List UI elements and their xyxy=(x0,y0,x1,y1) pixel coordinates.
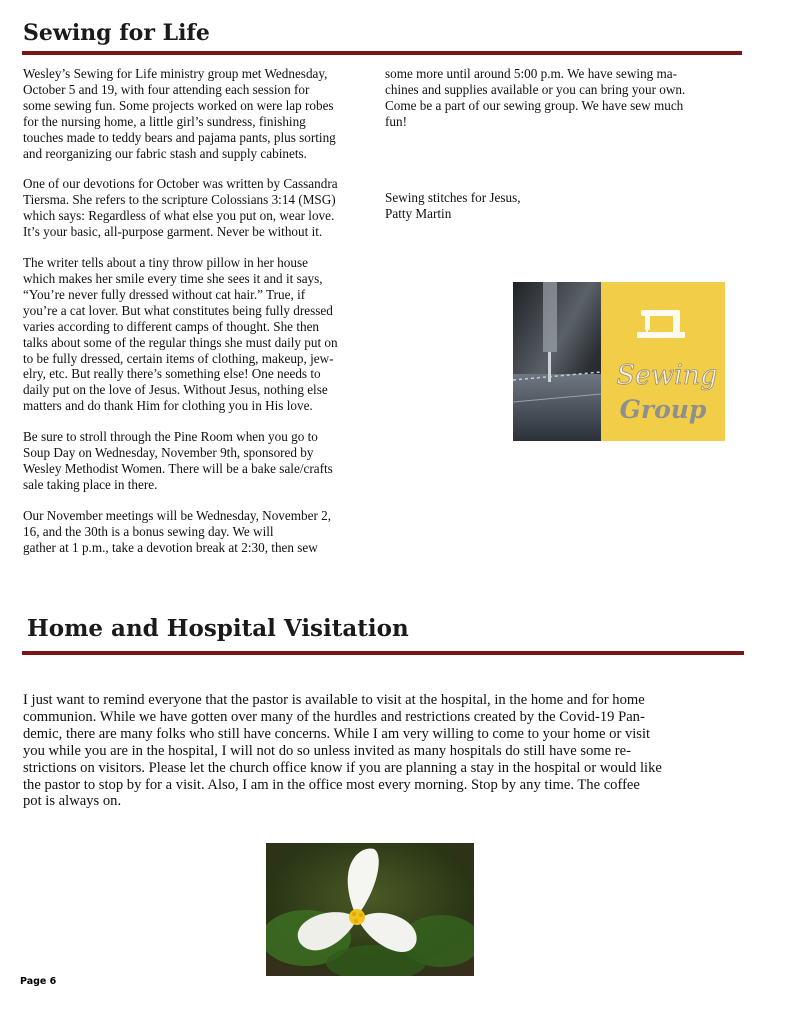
sewing-group-image xyxy=(513,282,725,441)
text-line: which says: Regardless of what else you put on, wear love. xyxy=(23,208,335,224)
sewing-article-left-column xyxy=(23,66,383,570)
text-line: Soup Day on Wednesday, November 9th, sponsored by xyxy=(23,445,314,461)
text-line: demic, there are many folks who still have concerns. While I am very willing to come to your home or visit xyxy=(23,725,651,742)
text-line: Wesley Methodist Women. There will be a bake sale/crafts xyxy=(23,460,333,476)
text-line: “You’re never fully dressed without cat hair.” True, if xyxy=(23,286,306,302)
visitation-paragraph xyxy=(23,692,763,810)
trillium-flower-image xyxy=(266,843,474,976)
text-line: you while you are in the hospital, I will not do so unless invited as many hospitals do still have some re- xyxy=(23,742,631,759)
paragraph xyxy=(23,176,383,240)
text-line: pot is always on. xyxy=(23,793,122,810)
text-line: for the nursing home, a little girl’s sundress, finishing xyxy=(23,113,306,129)
text-line: Wesley’s Sewing for Life ministry group met Wednesday, xyxy=(23,66,328,81)
section-title-home-hospital-visitation: Home and Hospital Visitation xyxy=(27,615,409,642)
text-line: One of our devotions for October was written by Cassandra xyxy=(23,176,338,192)
sewing-signoff xyxy=(385,190,645,222)
text-line: and reorganizing our fabric stash and supply cabinets. xyxy=(23,145,307,161)
text-line: fun! xyxy=(385,113,407,129)
paragraph xyxy=(23,429,383,493)
flower-photo xyxy=(266,843,474,976)
page-number: Page 6 xyxy=(20,976,57,987)
sewing-image-line1: Sewing xyxy=(616,360,718,391)
paragraph xyxy=(385,66,745,130)
text-line: daily put on the love of Jesus. Without Jesus, nothing else xyxy=(23,382,328,398)
text-line: chines and supplies available or you can bring your own. xyxy=(385,81,686,97)
text-line: some sewing fun. Some projects worked on were lap robes xyxy=(23,97,334,113)
section-divider xyxy=(22,651,744,655)
text-line: Come be a part of our sewing group. We have sew much xyxy=(385,97,684,113)
section-title-sewing-for-life: Sewing for Life xyxy=(23,20,210,46)
text-line: I just want to remind everyone that the pastor is available to visit at the hospital, in the home and for home xyxy=(23,692,645,708)
text-line: communion. While we have gotten over many of the hurdles and restrictions created by the Covid-19 Pan- xyxy=(23,708,645,725)
text-line: Our November meetings will be Wednesday, November 2, xyxy=(23,507,332,523)
text-line: to be fully dressed, certain items of clothing, makeup, jew- xyxy=(23,350,334,366)
text-line: you’re a cat lover. But what constitutes being fully dressed xyxy=(23,302,333,318)
text-line: gather at 1 p.m., take a devotion break at 2:30, then sew xyxy=(23,539,318,555)
paragraph xyxy=(23,508,383,556)
text-line: sale taking place in there. xyxy=(23,476,158,492)
sewing-image-line2: Group xyxy=(619,395,707,424)
text-line: elry, etc. But really there’s something else! One needs to xyxy=(23,366,321,382)
text-line: Be sure to stroll through the Pine Room when you go to xyxy=(23,429,318,445)
sewing-article-right-column xyxy=(385,66,745,145)
signoff-line: Sewing stitches for Jesus, xyxy=(385,190,521,205)
paragraph xyxy=(23,255,383,414)
text-line: October 5 and 19, with four attending each session for xyxy=(23,81,310,97)
text-line: Tiersma. She refers to the scripture Colossians 3:14 (MSG) xyxy=(23,192,336,208)
section-divider xyxy=(22,51,742,55)
text-line: 16, and the 30th is a bonus sewing day. We will xyxy=(23,523,274,539)
paragraph xyxy=(23,66,383,161)
text-line: strictions on visitors. Please let the church office know if you are planning a stay in the hospital or would like xyxy=(23,759,662,776)
text-line: talks about some of the regular things she must daily put on xyxy=(23,334,338,350)
text-line: which makes her smile every time she sees it and it says, xyxy=(23,270,323,286)
sewing-machine-photo xyxy=(513,282,725,441)
signoff-line: Patty Martin xyxy=(385,205,452,221)
text-line: the pastor to stop by for a visit. Also, I am in the office most every morning. Stop by any time. The coffee xyxy=(23,776,640,793)
text-line: matters and do thank Him for clothing you in His love. xyxy=(23,398,313,414)
text-line: It’s your basic, all-purpose garment. Never be without it. xyxy=(23,224,323,240)
text-line: The writer tells about a tiny throw pillow in her house xyxy=(23,255,308,271)
text-line: some more until around 5:00 p.m. We have sewing ma- xyxy=(385,66,678,81)
text-line: varies according to different camps of thought. She then xyxy=(23,318,320,334)
text-line: touches made to teddy bears and pajama pants, plus sorting xyxy=(23,129,336,145)
